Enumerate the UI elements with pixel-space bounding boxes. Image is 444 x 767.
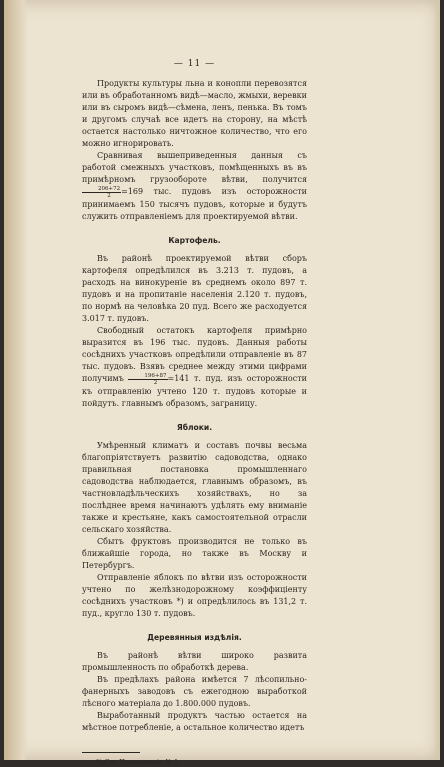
paragraph-text: Свободный остатокъ картофеля примѣрно выразится въ 196 тыс. пудовъ. Данныя работы сосѣднихъ участковъ опредѣлили отправленіе въ 87 тыс. пудовъ. Взявъ среднее между этими цифрами получимъ <box>82 326 307 383</box>
paragraph: Продукты культуры льна и конопли перевозятся или въ обработанномъ видѣ—масло, жмыхи, веревки или въ сыромъ видѣ—сѣмена, ленъ, пенька. Въ томъ и другомъ случаѣ все идетъ на сторону, на мѣстѣ остается настолько ничтожное количество, что его можно игнорировать. <box>82 79 307 148</box>
paragraph-text: =169 тыс. пудовъ изъ осторожности принимаемъ 150 тысячъ пудовъ, которые и будутъ служить отправленіемъ для проектируемой вѣтви. <box>82 187 307 221</box>
paragraph: Отправленіе яблокъ по вѣтви изъ осторожности учтено по желѣзнодорожному коэффиціенту сосѣднихъ участковъ *) и опредѣлилось въ 131,2 т. пуд., кругло 130 т. пудовъ. <box>82 573 307 618</box>
page-edge <box>434 0 440 760</box>
paragraph: Въ районѣ проектируемой вѣтви сборъ картофеля опредѣлился въ 3.213 т. пудовъ, а расходъ на винокуреніе въ среднемъ около 897 т. пудовъ и на пропитаніе населенія 2.120 т. пудовъ, по нормѣ на человѣка 20 пуд. Всего же расходуется 3.017 т. пудовъ. <box>82 254 307 323</box>
paragraph <box>82 325 307 410</box>
footnote: *) См. Приложеніе № 1. <box>96 758 181 766</box>
page-gutter <box>4 0 28 760</box>
fraction-denominator: 2 <box>107 193 111 199</box>
paragraph <box>82 150 307 223</box>
paragraph-text: =141 т. пуд. изъ осторожности къ отправленію учтено 120 т. пудовъ которые и пойдутъ. главнымъ образомъ, заграницу. <box>82 374 307 408</box>
paragraph: Сбытъ фруктовъ производится не только въ ближайшіе города, но также въ Москву и Петербургъ. <box>82 537 307 570</box>
section-heading-apples: Яблоки. <box>176 423 213 432</box>
fraction-denominator: 2 <box>153 380 158 386</box>
paragraph: Умѣренный климатъ и составъ почвы весьма благопріятствуетъ развитію садоводства, однако правильная постановка промышленнаго садоводства наблюдается, главнымъ образомъ, въ частновладѣльческихъ хозяйствахъ, но за послѣднее время начинаютъ удѣлять ему вниманіе также и крестьяне, какъ самостоятельной отрасли сельскаго хозяйства. <box>82 441 307 534</box>
fraction-numerator: 206+72 <box>82 186 121 193</box>
footnote-divider <box>82 752 140 753</box>
paragraph: Въ районѣ вѣтви широко развита промышленность по обработкѣ дерева. <box>82 651 307 672</box>
fraction <box>128 373 167 386</box>
page-content <box>82 58 307 767</box>
paragraph-text: Сравнивая вышеприведенныя данныя съ работой смежныхъ участковъ, помѣщенныхъ въ въ примѣрномъ грузообороте вѣтви, получится <box>82 151 307 184</box>
fraction-numerator: 196+87 <box>128 373 167 380</box>
section-heading-potato: Картофель. <box>168 236 221 245</box>
paragraph: Выработанный продуктъ частью остается на мѣстное потребленіе, а остальное количество идетъ <box>82 711 307 732</box>
paragraph: Въ предѣлахъ района имѣется 7 лѣсопильно-фанерныхъ заводовъ съ ежегодною выработкой лѣсного матеріала до 1.800.000 пудовъ. <box>82 675 307 708</box>
page-number: — 11 — <box>173 59 216 69</box>
fraction <box>82 186 121 199</box>
section-heading-wood: Деревянныя издѣлія. <box>147 633 242 642</box>
